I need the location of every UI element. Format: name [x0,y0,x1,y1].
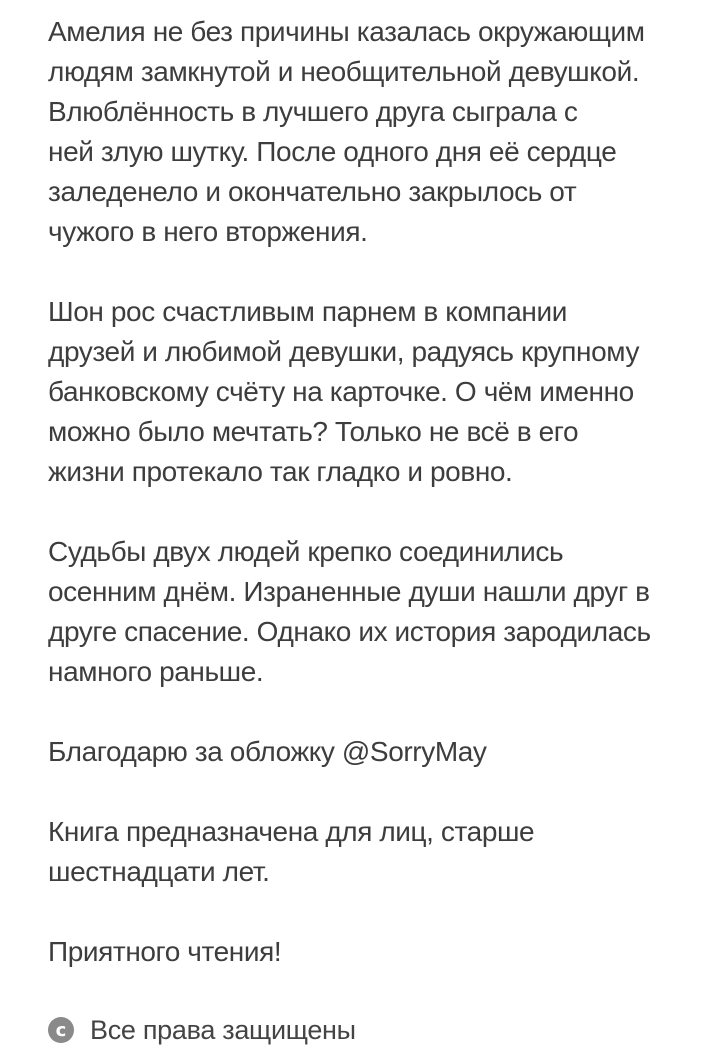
paragraph-gap [48,892,688,932]
description-line: ней злую шутку. После одного дня её сердце [48,136,617,167]
description-line: заледенело и окончательно закрылось от [48,176,577,207]
description-line: намного раньше. [48,656,264,687]
paragraph-gap [48,692,688,732]
description-line: друзей и любимой девушки, радуясь крупному [48,336,640,367]
description-line: Книга предназначена для лиц, старше [48,816,535,847]
description-line: людям замкнутой и необщительной девушкой. [48,56,640,87]
description-line: Шон рос счастливым парнем в компании [48,296,567,327]
description-line: Амелия не без причины казалась окружающим [48,16,645,47]
description-line: чужого в него вторжения. [48,216,368,247]
book-description [48,12,688,972]
description-line: Влюблённость в лучшего друга сыграла с [48,96,578,127]
description-line: Благодарю за обложку @SorryMay [48,736,487,767]
description-paragraph-1 [48,12,688,252]
paragraph-gap [48,252,688,292]
description-line: жизни протекало так гладко и ровно. [48,456,513,487]
rights-reserved-text: Все права защищены [90,1014,356,1045]
description-line: Судьбы двух людей крепко соединились [48,536,564,567]
closing-greeting [48,932,688,972]
description-line: можно было мечтать? Только не всё в его [48,416,579,447]
copyright-notice [48,1010,356,1050]
description-line: осенним днём. Израненные души нашли друг в [48,576,650,607]
age-rating-note [48,812,688,892]
description-line: банковскому счёту на карточке. О чём именно [48,376,634,407]
description-line: Приятного чтения! [48,936,282,967]
description-line: шестнадцати лет. [48,856,270,887]
paragraph-gap [48,492,688,532]
description-paragraph-3 [48,532,688,692]
description-line: друге спасение. Однако их история зародилась [48,616,651,647]
paragraph-gap [48,772,688,812]
cover-credit [48,732,688,772]
copyright-icon: c [48,1017,74,1043]
description-paragraph-2 [48,292,688,492]
